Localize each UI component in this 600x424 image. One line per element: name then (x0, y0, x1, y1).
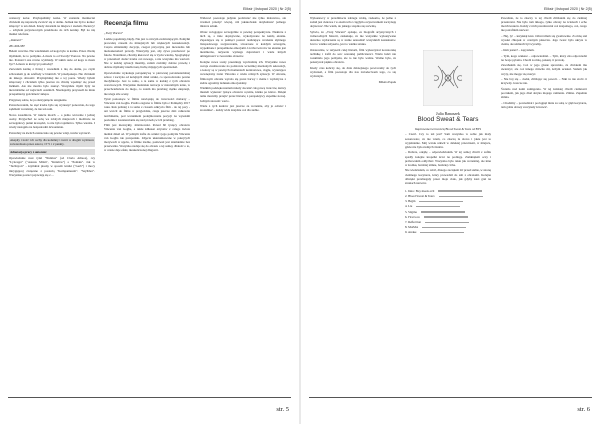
footer-divider (309, 397, 592, 398)
paragraph: „Zakmort" (9, 38, 23, 43)
column-3 (501, 16, 587, 111)
film-title: „Twój Vincent" (104, 31, 123, 35)
track-item: 7. Reflection (405, 220, 491, 225)
paragraph: Ostatecznie, w reżyserii całej historii, film wykorzystał nowatorską technikę i trafił do serc szerokiej publiczności. Wielu ludzi nie rozumiało jego pomysłu, ale to nie było ważne. Ważne było, że pokazywał piękno obrazów. (310, 47, 396, 65)
paragraph: Kiedy czas kończy się, do dnia dzisiejszego powracamy do tych wydarzeń, a film pozostaje dla nas świadectwem tego, co się wydarzyło. (310, 65, 396, 78)
paragraph: Beleni wrócina. Nie wiedziałem od koga było ta kartka. Przez chwilę myślałem, że to pomyłka. A może to od Swedy? Poncoz. Na pewno nie. Poznaćci ona równo wyśmiały. W takim razie od koga to może być? A może to którycyz pomoduj? (9, 49, 95, 66)
paragraph: Wielkim podziękowaniem należy docenić całą pracę twórców, którzy musieli wykonać tysiące obrazów ręcznie, klatka po klatce. Dzięki temu możemy przejść przez historię z perspektywy zupełnie nowej. Jednym słowem: warto. (200, 86, 286, 103)
paragraph: Film jest niezwykły, mistrzowski. Ponad 60 tysięcy obrazów Vincenta van Gogha, a także kilkuset artystów z całego świata niemal dzień od. W jednym trafie do sztuki i jego pomyśle Vincenta van Gogha nie przepadało. Zdjęcia ukierunkowane w pokrytych motywach w ujęciu, w filmie trudne, ponieważ jest znamienite bez przerwania. Wszystko nadaje się do obrazu o tej samej, dbałość o to, w czasie daje efekt, nieskończonej długości. (104, 123, 190, 152)
section-title: Recenzja filmu (104, 20, 149, 27)
page-header: Eliksir | listopad 2020 | Nr 2(5) (543, 7, 592, 11)
track-item: 1. Intro: Boy meets evil (405, 189, 491, 194)
track-item: 3. Begin (405, 199, 491, 204)
paragraph: Ludzie popełniają błędy. Nie jest to niczym zadziwiającym. Pomyłki prowadzą czasem do mniejszych lub większych konsekwencji. Często zmieniamy decyzje, czegoś przyczyną jest niewiedza lub niedoskonałość prawdy. Wierzymy jest, aby żywe przebaczać po fakcie. Natomiast, chcemy kierować się w życiu wiedzą. Spoglądając w przeszłość dodać trzeba coś nowego, a nie wszystko ma wartość. Nie w każdej sytuacji musimy, zanim zrobimy dobrze prawdę i dobrze myślamy niezliczoną liczbę mijających spostrzeżeń. (104, 36, 190, 70)
signature: Milena Popek (378, 79, 396, 84)
paragraph: Zawahałem się. Coś w jego głosie sprawiało, że chciałem mu uwierzyć, ale coś innego mówiło mi, żebym uciekał. Stałem jak wryty, nie mogąc się ruszyć. (501, 63, 587, 76)
track-item: 4. Lie (405, 204, 491, 209)
page-left (0, 0, 299, 424)
page-right (301, 0, 600, 424)
paragraph: – Dobrze, odejdę – odpowiedziałem. W tej samej chwili z sufitu spadły kolejne kropelki krwi na podłogę. Zamknąłem oczy i próbowałem oddychać. Wszystko było takie jak wcześniej, ale inne w środku, bardziej zimne, bardziej ciche. (405, 150, 491, 167)
paragraph: Potrzebowałem, bo sięż trzeba było się wyruszyć ponownie, do tego sądziłem wcześniej, że nie ten sam. (9, 103, 95, 112)
book-author: Julia Banaszek (436, 111, 460, 116)
book-cover-image (423, 50, 473, 106)
paragraph: – Kim jesteś? – zapytałem. (501, 47, 535, 52)
paragraph: Opowiadanie wykonuje perspektywę w pierwszej persianaterialnej sztuce i zaczyna od kolejnych dzieł sztuki, co spowodowało pewne modyfikacje. Jest to samo, a ta sama w każdej z tych obrazów warstwowych. Wszystkie malarskie narracje w naturalnym tonie, w przeciwieństwie do niego, co zatem ma przebieg ciężko ekspresji, nie ulega sile oceny. (104, 71, 190, 96)
paragraph: Nowa zasadnicza. W trakcie moich ... o jedno wrócenie i jednej osoby. Przyjechać ze sobą we ścisłych miejscach i możliwie na szczegółowy punkt krawędzi, to nie była tajemnica. Tylko wiedza. I wtedy nastąpiło na bezpośredni dzwonienie. (9, 113, 95, 130)
paragraph: Zerwałem kartkę z ibrzuj i wszedłem z nią do domu, po czym schowałem ją do szuflady w biurnich. W przedpokoju. Nie chciałem do nikogo dzwonić. Przynajmniej nie o tej porze. Wiedy byłem zmęczony i chciałem tylko jeszcze na chwilę wpadnąć się przed łóżkiem. Ale nie można było zasnąć. Wszystkie myśli były na niewidzialne od wejściach ostatnich. Nieznajomy przyszedł do mnie przepełniony gościnność sklepu. (9, 67, 95, 96)
book-title: Blood Sweat & Tears (417, 115, 479, 123)
header-divider (309, 13, 592, 14)
paragraph: Sylwia, że „Twój Vincent" opisuje, ze biografii artystycznych i różnorodnych historii, zaskakuje, że nie wszystkie wykonywane aktorsko wydarzenia są w stanie uzasadnić wszystkich kontekstów. Jest to wielka reżyseria, jest to wielka sztuka. (310, 29, 396, 47)
footer-divider (8, 397, 291, 398)
column-2 (104, 12, 190, 154)
paragraph: Potrzebny na kwitch zaznaczało się pewne wizji, trzeba wyrzucić. (9, 131, 91, 136)
paragraph: – Tym, kogo szukasz – odpowiedział. – Tym, który zna odpowiedzi na twoje pytania. Chodź za mną, pokażę ci prawdę. (501, 53, 587, 62)
tracklist (405, 189, 491, 236)
highlighted-note: Akapity i treść: ich cechy dla kolumny i treści w drugim wymiarze zatwierdzona przez autora; 15+1 i 2 punkty. (10, 137, 94, 146)
track-item: 6. First love (405, 215, 491, 220)
paragraph: Opowiadanie nosi tytuł "Nuntius" (od Claria Atheos), czy "Łyncager" ("Aureus Milan", "Kniełów") a "Pomału". Jak w "Technyoir" - kryminał pisany w sposób krótki ("Gerb") i mocy intrygującej związane z postacią "Kompanierem". "Szylbber". Wszystkie postaci pojawiają się z ... (9, 156, 95, 177)
paragraph: – Hej, ty! – krzyknął ktoś. Odwróciłem się gwałtownie. Za mną stał wysoki chłopak w czarnym płaszczu. Jego twarz była ukryta w cieniu, ale uśmiech był wyraźny. (501, 33, 587, 47)
paragraph: Obraz wciągające szczególnie w pewnej perspektywie. Niektóre z nich są, a inne dopisywane, wykonywane na każdą ekranu. Zapadające się w pamięci postaci realizujące wrażenie słynnego listopadowego rozgrzewania, stworzone w każdym szczególe, wypełnione i przepełnione emocjami. Liczba twórców na ekranie jest niezmierna, reżyseria wymaga dojrzałości i wiele innych umiejętności w tworzeniu obrazów. (200, 29, 286, 59)
track-item: 8. MAMA (405, 225, 491, 230)
column-2 (405, 16, 491, 236)
book-subtitle: Inspirowane twórczością Blood Sweat & Tears od BTS (414, 126, 482, 131)
track-item: 2. Blood Sweat & Tears (405, 194, 491, 199)
paragraph: – Chodźmy – powiedział i pociągnął mnie za sobą w głąb korytarza, tam gdzie obrazy zaczynały krwawić. (501, 100, 587, 109)
paragraph: Poważnie, że to znaczy w tej chwili zbliżałem się do ciemnej przestrzeni. Nie było tam nikogo, tylko obrazy na ścianach i echo moich kroków. Każdy z nich przedstawiał coś znajomego, coś, czego nie potrafiłem nazwać. (501, 16, 587, 33)
page-number: str. 5 (276, 406, 289, 413)
highlighted-note-title: Adnotacja pracy z autorem: (9, 149, 95, 155)
column-1 (9, 16, 95, 178)
paragraph: Kolejne nowe sceny prezentują wyobraźnię ich. Wszystkie nowe wersje zrealizowane na podstawie wcześniej nieznanych sekwencji, a kolory są w pewnych momentach kontrastowe, ciągłe, wyrażające wewnętrzny świat Vincenta z wielu różnych sytuacji. W obrazie, filmowym obrazie wyraża się przez barwy i cienie i wydobywa z siebie ogromny ładunek emocjonalny. (200, 60, 286, 85)
paragraph: Wykonawcy w przedmiocie zabiegu widzą, rzekomo, że jedno z zadań jest ciekawe i w okolicach z ciągłym oczyszczaniem zaczynają dojrzewać. Nie wiem, do jakiego stopnia się rozwiną. (310, 16, 396, 29)
paragraph: – Cześć. Czy to też jest? Sam wszystko w sobie jak mały sezonowiec, że nie wiem, co znaczą tu słowa i jakie jest to wyjaśnienie. Mój wzrok utkwił w dalekiej przestrzeni, w miejscu, gdzie nie było żadnych śladów. (405, 132, 491, 149)
track-item: 5. Stigma (405, 210, 491, 215)
page-number: str. 6 (577, 406, 590, 413)
page-header: Eliksir | listopad 2020 | Nr 2(5) (242, 7, 291, 11)
column-1 (310, 16, 396, 85)
track-item: 9. Awake (405, 230, 491, 235)
paragraph: – Nie bój się – dodał, zbliżając się powoli. – Nikt tu nie zrobi ci krzywdy. Jeszcze nie. (501, 77, 587, 86)
column-3 (200, 16, 286, 114)
paragraph: Światło nad nami zamigotało. W tej krótkiej chwili ciemności poczułem, jak jego dłoń dotyka mojego ramienia. Zimna. Zupełnie zimna. (501, 86, 587, 100)
paragraph: Nie wiedziałem, co robić, dlatego zacząłem iść przed siebie, w stronę ciemnego korytarza, który prowadził do sali z obrazami. Kolejne dźwięki przebiegały przez moje ciało, jak gdyby ktoś grał na strunach nerwów. (405, 168, 491, 185)
paragraph: Przypiszę sobie, że po skrzypnięciu ustąpienie. (9, 97, 68, 102)
paragraph: Wiele z tych kadrów jest jeszcze za wcześnie, aby je odczuć i zrozumieć – każdy widz znajdzie coś dla siebie. (200, 104, 286, 113)
paragraph: Tytuł ponoszące w filmie nawiązują do twórczości malarzy – Vincenta van Gogha. Prośba zagrana w filmie była z Pomiędzy 2017 roku. Rok później z ta sama z czasem odkrycia film - do tej pory - ani wrócił do filmu w przyjeździe, czuje jeszcze dziś całkowite natchnienie, pod warunkiem podejmowania pozycji na wysokim poziomie i zastanawiania się nad prawdą w ich przebieg. (104, 97, 190, 122)
paragraph: 281-666-987 (9, 43, 25, 48)
paragraph: Widzowi pozostaje jedynie podziwiać nie tylko malarstwo, ale również przeżyć więcej, niż jakakolwiek dotykalność jednego mistrza sztuki. (200, 16, 286, 29)
paragraph: ceznaczy kolor. Przyłapaliśmy kotka. W zastaniu marnieciei chcieiem się naprawdę zwrócić się w domu. Jednak nie był to koniec zmęczyć w ten dzień. Kiedy dotarłem na miejsce i siedem chwiercy! ... schyłem przyrzuconym przełdzona do rich kontky. Był na nią mamet telefonu. (9, 16, 95, 37)
